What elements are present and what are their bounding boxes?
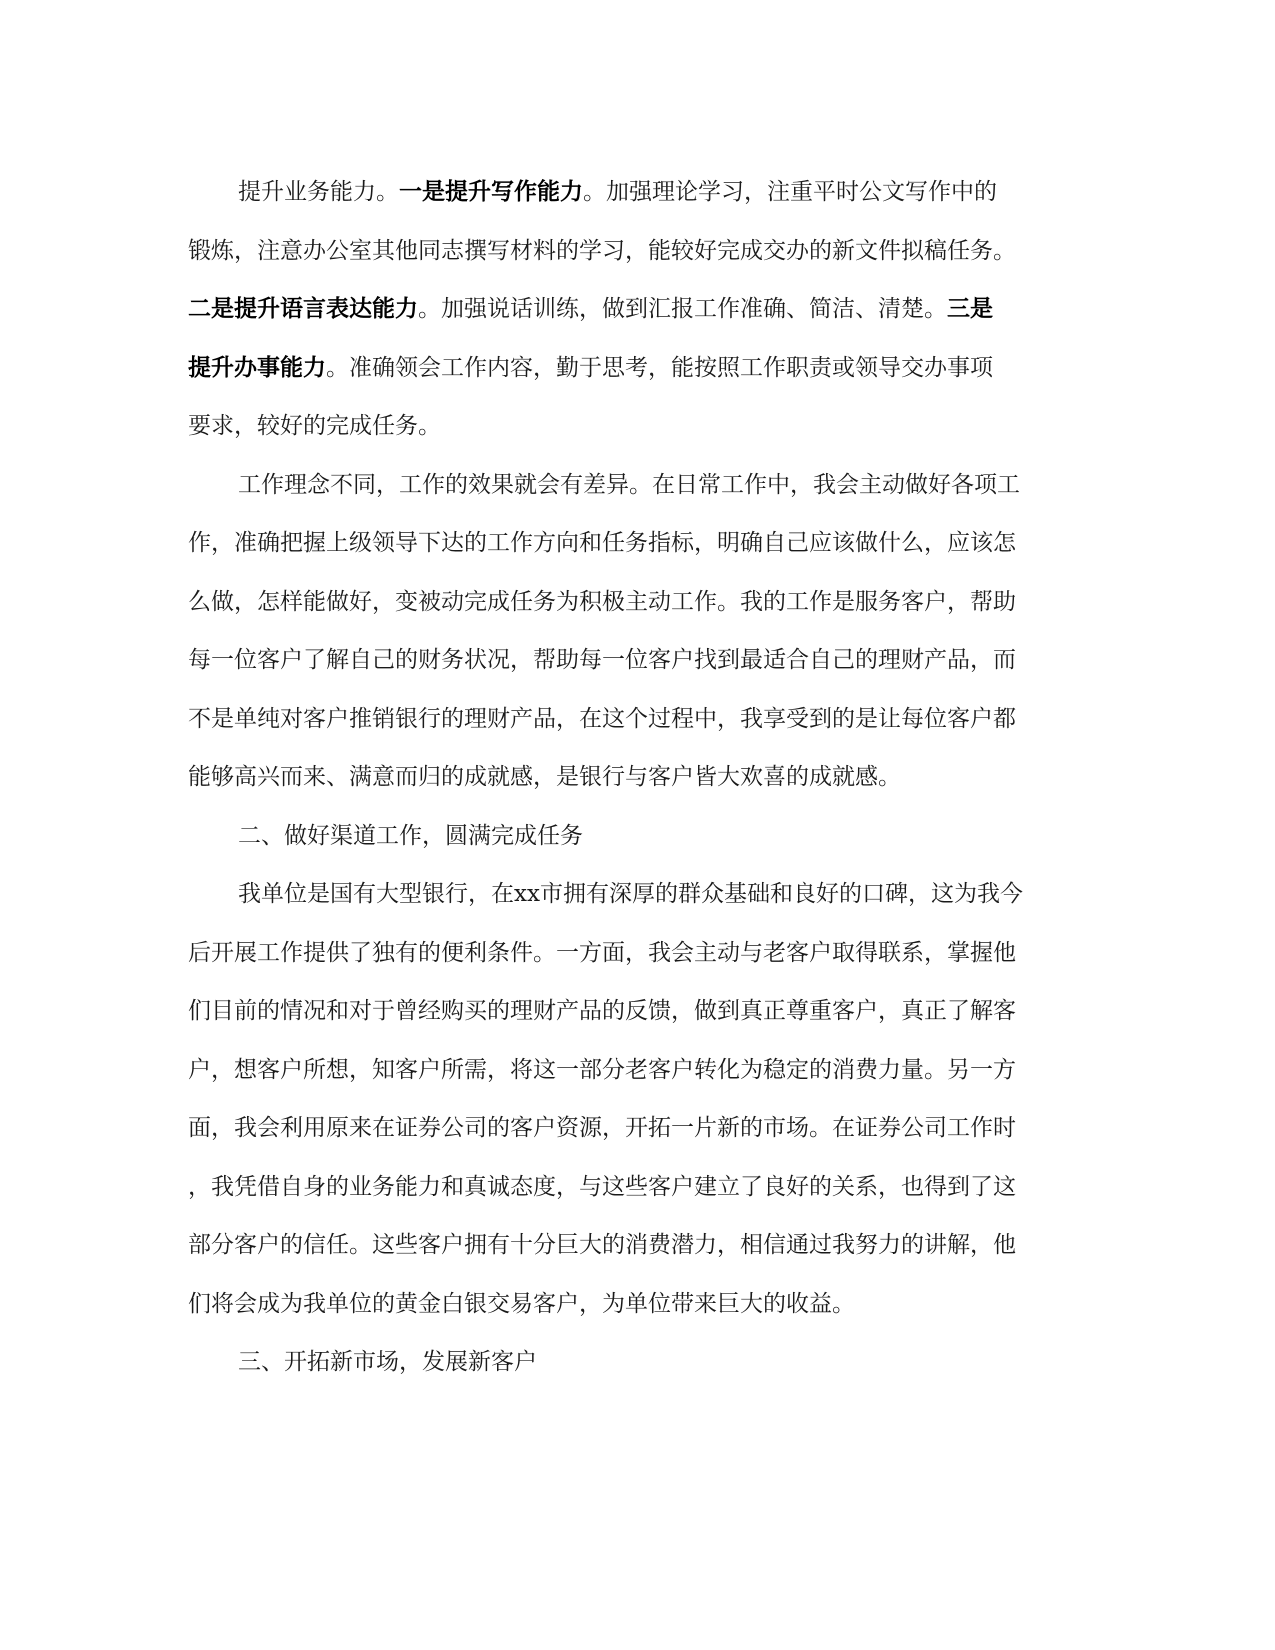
text-run: 。准确领会工作内容，勤于思考，能按照工作职责或领导交办事项 <box>326 354 993 381</box>
document-body <box>188 163 1088 1392</box>
paragraph-1-line-1 <box>188 163 1088 222</box>
bold-heading-speech: 二是提升语言表达能力 <box>188 296 418 322</box>
paragraph-3-line-7: 部分客户的信任。这些客户拥有十分巨大的消费潜力，相信通过我努力的讲解，他 <box>188 1232 1016 1258</box>
paragraph-2-line-1: 工作理念不同，工作的效果就会有差异。在日常工作中，我会主动做好各项工 <box>238 471 1020 498</box>
paragraph-1-line-5: 要求，较好的完成任务。 <box>188 413 441 439</box>
paragraph-1-line-3 <box>188 280 1088 339</box>
text-run: 。加强说话训练，做到汇报工作准确、简洁、清楚。 <box>418 296 947 322</box>
bold-heading-writing: 一是提升写作能力 <box>399 179 583 205</box>
paragraph-3-line-1: 我单位是国有大型银行，在xx市拥有深厚的群众基础和良好的口碑，这为我今 <box>238 881 1023 907</box>
bold-heading-affairs-end: 提升办事能力 <box>188 354 326 381</box>
paragraph-3-line-4: 户，想客户所想，知客户所需，将这一部分老客户转化为稳定的消费力量。另一方 <box>188 1056 1016 1083</box>
paragraph-3-line-5: 面，我会利用原来在证券公司的客户资源，开拓一片新的市场。在证券公司工作时 <box>188 1115 1016 1141</box>
paragraph-2-line-2: 作，准确把握上级领导下达的工作方向和任务指标，明确自己应该做什么，应该怎 <box>188 530 1016 556</box>
paragraph-3-line-2: 后开展工作提供了独有的便利条件。一方面，我会主动与老客户取得联系，掌握他 <box>188 939 1016 966</box>
text-run: 提升业务能力。 <box>238 179 399 205</box>
paragraph-3-line-6: ，我凭借自身的业务能力和真诚态度，与这些客户建立了良好的关系，也得到了这 <box>188 1173 1016 1200</box>
section-heading-2: 二、做好渠道工作，圆满完成任务 <box>238 822 583 849</box>
paragraph-2-line-3: 么做，怎样能做好，变被动完成任务为积极主动工作。我的工作是服务客户，帮助 <box>188 588 1016 615</box>
paragraph-2-line-4: 每一位客户了解自己的财务状况，帮助每一位客户找到最适合自己的理财产品，而 <box>188 647 1016 673</box>
section-heading-3: 三、开拓新市场，发展新客户 <box>238 1349 537 1375</box>
paragraph-2-line-6: 能够高兴而来、满意而归的成就感，是银行与客户皆大欢喜的成就感。 <box>188 764 901 790</box>
paragraph-3-line-8: 们将会成为我单位的黄金白银交易客户，为单位带来巨大的收益。 <box>188 1290 855 1317</box>
text-run: 。加强理论学习，注重平时公文写作中的 <box>583 179 997 205</box>
paragraph-2-line-5: 不是单纯对客户推销银行的理财产品，在这个过程中，我享受到的是让每位客户都 <box>188 705 1016 732</box>
paragraph-3-line-3: 们目前的情况和对于曾经购买的理财产品的反馈，做到真正尊重客户，真正了解客 <box>188 998 1016 1024</box>
bold-heading-affairs-start: 三是 <box>947 296 993 322</box>
paragraph-1-line-2: 锻炼，注意办公室其他同志撰写材料的学习，能较好完成交办的新文件拟稿任务。 <box>188 237 1016 264</box>
paragraph-1-line-4 <box>188 339 1088 398</box>
